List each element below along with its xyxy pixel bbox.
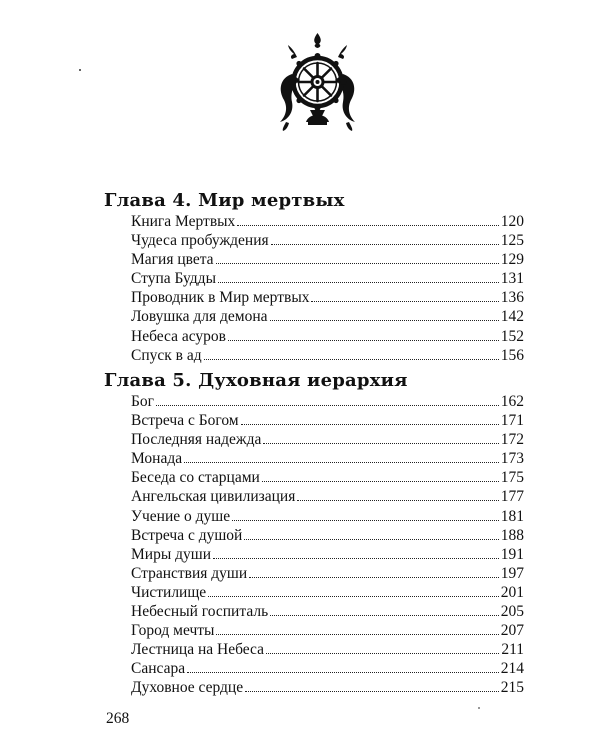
entry-title: Сансара <box>131 660 186 678</box>
dot-leader <box>237 225 498 226</box>
dot-leader <box>216 634 498 635</box>
dharma-wheel-icon <box>270 30 365 135</box>
toc-entry[interactable] <box>131 602 524 621</box>
chapter-5 <box>104 370 524 698</box>
dot-leader <box>297 500 498 501</box>
entry-page: 207 <box>500 622 524 640</box>
toc-entry[interactable] <box>131 564 524 583</box>
dot-leader <box>156 405 499 406</box>
entry-title: Последняя надежда <box>131 431 262 449</box>
toc-entry[interactable] <box>131 327 524 346</box>
entry-page: 173 <box>500 450 524 468</box>
entry-page: 191 <box>500 545 524 563</box>
toc-entry[interactable] <box>131 307 524 326</box>
dot-leader <box>266 653 499 654</box>
entry-title: Ангельская цивилизация <box>131 488 296 506</box>
entry-page: 205 <box>500 603 524 621</box>
toc-entry[interactable] <box>131 621 524 640</box>
entry-title: Чистилище <box>131 583 207 601</box>
dot-leader <box>228 340 499 341</box>
entry-title: Магия цвета <box>131 251 214 269</box>
entry-title: Лестница на Небеса <box>131 641 264 659</box>
entry-title: Бог <box>131 393 155 410</box>
dot-leader <box>204 359 499 360</box>
entry-title: Учение о душе <box>131 507 231 525</box>
dot-leader <box>232 520 499 521</box>
dot-leader <box>218 282 499 283</box>
entry-page: 131 <box>500 270 524 288</box>
entry-page: 214 <box>500 660 524 678</box>
toc-entry[interactable] <box>131 411 524 430</box>
toc-entry[interactable] <box>131 430 524 449</box>
dot-leader <box>249 577 499 578</box>
entry-page: 188 <box>500 526 524 544</box>
entry-page: 197 <box>500 564 524 582</box>
entry-page: 156 <box>500 346 524 364</box>
entry-title: Монада <box>131 450 183 468</box>
toc-entry[interactable] <box>131 269 524 288</box>
entry-page: 177 <box>500 488 524 506</box>
dot-leader <box>216 263 499 264</box>
entry-page: 125 <box>500 232 524 250</box>
entry-title: Небесный госпиталь <box>131 603 269 621</box>
entry-title: Ловушка для демона <box>131 308 268 326</box>
entry-page: 162 <box>500 393 524 410</box>
dot-leader <box>271 244 499 245</box>
dot-leader <box>262 481 499 482</box>
entry-title: Небеса асуров <box>131 327 226 345</box>
chapter-4 <box>104 190 524 365</box>
entry-title: Беседа со старцами <box>131 469 260 487</box>
toc-entry[interactable] <box>131 583 524 602</box>
entry-title: Ступа Будды <box>131 270 216 288</box>
dot-leader <box>184 462 499 463</box>
entry-page: 142 <box>500 308 524 326</box>
entry-title: Чудеса пробуждения <box>131 232 269 250</box>
entry-page: 211 <box>501 641 524 659</box>
toc-entry[interactable] <box>131 545 524 564</box>
ink-speck <box>478 707 480 709</box>
entry-title: Город мечты <box>131 622 215 640</box>
entry-title: Проводник в Мир мертвых <box>131 289 310 307</box>
entry-page: 175 <box>500 469 524 487</box>
entry-title: Миры души <box>131 545 211 563</box>
entry-page: 171 <box>500 412 524 430</box>
chapter-title: Глава 4. Мир мертвых <box>104 190 345 211</box>
dot-leader <box>270 615 499 616</box>
toc-entry[interactable] <box>131 468 524 487</box>
dot-leader <box>263 443 498 444</box>
toc-entry[interactable] <box>131 526 524 545</box>
dot-leader <box>187 672 499 673</box>
toc-entry[interactable] <box>131 507 524 526</box>
entry-title: Спуск в ад <box>131 346 202 364</box>
entry-page: 129 <box>500 251 524 269</box>
page-number: 268 <box>106 710 130 727</box>
entry-title: Книга Мертвых <box>131 213 236 230</box>
toc-entry[interactable] <box>131 487 524 506</box>
toc-entry[interactable] <box>131 678 524 697</box>
toc-list <box>104 392 524 698</box>
toc-entry[interactable] <box>131 392 524 411</box>
entry-page: 152 <box>500 327 524 345</box>
entry-title: Встреча с душой <box>131 526 243 544</box>
toc-entry[interactable] <box>131 346 524 365</box>
toc-entry[interactable] <box>131 659 524 678</box>
entry-title: Духовное сердце <box>131 679 244 697</box>
entry-page: 201 <box>500 583 524 601</box>
entry-page: 172 <box>500 431 524 449</box>
dot-leader <box>241 424 499 425</box>
dot-leader <box>213 558 499 559</box>
dot-leader <box>311 301 498 302</box>
ink-speck <box>79 69 81 71</box>
entry-page: 136 <box>500 289 524 307</box>
toc-entry[interactable] <box>131 250 524 269</box>
entry-title: Странствия души <box>131 564 248 582</box>
dot-leader <box>245 691 499 692</box>
dot-leader <box>208 596 499 597</box>
entry-page: 215 <box>500 679 524 697</box>
toc-entry[interactable] <box>131 449 524 468</box>
entry-page: 120 <box>500 213 524 230</box>
entry-page: 181 <box>500 507 524 525</box>
toc-entry[interactable] <box>131 288 524 307</box>
chapter-title: Глава 5. Духовная иерархия <box>104 370 408 391</box>
toc-list <box>104 212 524 365</box>
toc-entry[interactable] <box>131 231 524 250</box>
dot-leader <box>244 539 498 540</box>
entry-title: Встреча с Богом <box>131 412 239 430</box>
dot-leader <box>270 320 499 321</box>
toc-entry[interactable] <box>131 640 524 659</box>
toc-entry[interactable] <box>131 212 524 231</box>
